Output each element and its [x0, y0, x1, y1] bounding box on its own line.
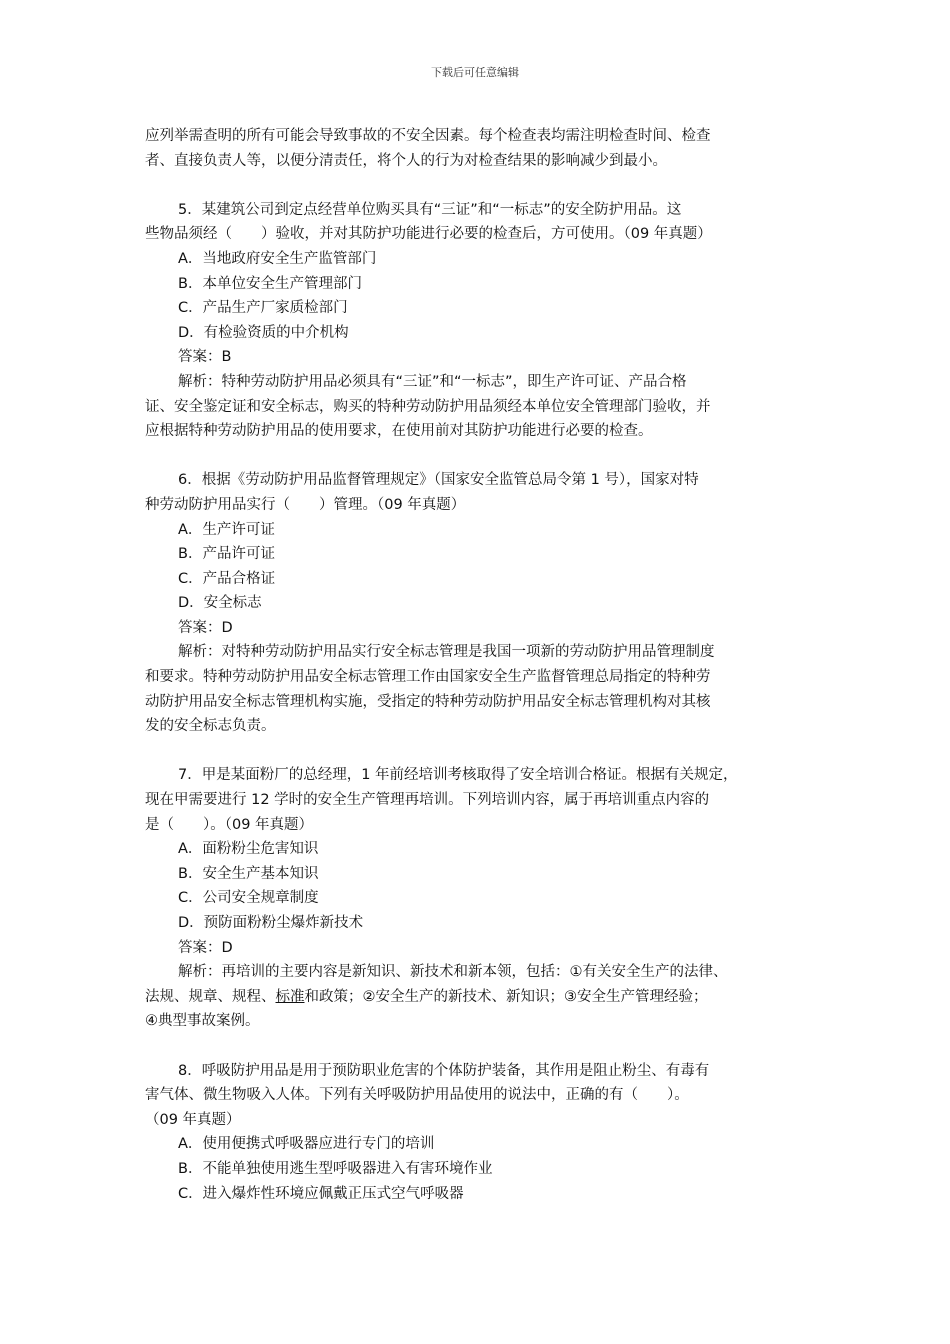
question-stem: 5．某建筑公司到定点经营单位购买具有“三证”和“一标志”的安全防护用品。这 — [178, 201, 682, 218]
intro-line: 者、直接负责人等，以便分清责任，将个人的行为对检查结果的影响减少到最小。 — [145, 152, 667, 169]
answer: 答案：B — [178, 349, 232, 366]
analysis-line: 应根据特种劳动防护用品的使用要求，在使用前对其防护功能进行必要的检查。 — [145, 423, 653, 440]
question-7 — [145, 763, 815, 1034]
standard-link[interactable]: 标准 — [275, 988, 305, 1005]
option-a: A．面粉粉尘危害知识 — [178, 841, 319, 858]
paragraph-gap — [145, 173, 815, 198]
question-8 — [145, 1059, 815, 1207]
option-c: C．产品生产厂家质检部门 — [178, 300, 348, 317]
analysis-line: 证、安全鉴定证和安全标志，购买的特种劳动防护用品须经本单位安全管理部门验收，并 — [145, 398, 711, 415]
answer: 答案：D — [178, 939, 233, 956]
option-d: D．安全标志 — [178, 595, 262, 612]
analysis-line: 解析：对特种劳动防护用品实行安全标志管理是我国一项新的劳动防护用品管理制度 — [178, 644, 715, 661]
page-header: 下载后可任意编辑 — [431, 66, 519, 79]
analysis-line: 动防护用品安全标志管理机构实施，受指定的特种劳动防护用品安全标志管理机构对其核 — [145, 693, 711, 710]
question-5 — [145, 198, 815, 444]
option-a: A．当地政府安全生产监管部门 — [178, 250, 377, 267]
analysis-line — [145, 985, 815, 1010]
option-c: C．产品合格证 — [178, 570, 276, 587]
paragraph-gap — [145, 444, 815, 469]
question-stem: 种劳动防护用品实行（ ）管理。（09 年真题） — [145, 496, 466, 513]
question-stem: 现在甲需要进行 12 学时的安全生产管理再培训。下列培训内容，属于再培训重点内容的 — [145, 792, 710, 809]
option-b: B．本单位安全生产管理部门 — [178, 275, 362, 292]
document-body — [145, 124, 815, 1206]
option-b: B．产品许可证 — [178, 546, 275, 563]
option-a: A．使用便携式呼吸器应进行专门的培训 — [178, 1136, 435, 1153]
answer: 答案：D — [178, 619, 233, 636]
option-d: D．有检验资质的中介机构 — [178, 324, 349, 341]
option-c: C．进入爆炸性环境应佩戴正压式空气呼吸器 — [178, 1185, 464, 1202]
question-stem: 7．甲是某面粉厂的总经理，1 年前经培训考核取得了安全培训合格证。根据有关规定， — [178, 767, 738, 784]
option-c: C．公司安全规章制度 — [178, 890, 319, 907]
analysis-text: 和政策；②安全生产的新技术、新知识；③安全生产管理经验； — [304, 988, 708, 1005]
question-stem: 是（ ）。（09 年真题） — [145, 816, 314, 833]
option-a: A．生产许可证 — [178, 521, 275, 538]
analysis-line: 和要求。特种劳动防护用品安全标志管理工作由国家安全生产监督管理总局指定的特种劳 — [145, 669, 711, 686]
analysis-line: 解析：再培训的主要内容是新知识、新技术和新本领，包括：①有关安全生产的法律、 — [178, 964, 728, 981]
analysis-text: 法规、规章、规程、 — [145, 988, 276, 1005]
question-stem: （09 年真题） — [145, 1111, 241, 1128]
analysis-line: 发的安全标志负责。 — [145, 718, 276, 735]
question-stem: 害气体、微生物吸入人体。下列有关呼吸防护用品使用的说法中，正确的有（ ）。 — [145, 1087, 689, 1104]
question-6 — [145, 468, 815, 739]
paragraph-gap — [145, 1034, 815, 1059]
question-stem: 些物品须经（ ）验收，并对其防护功能进行必要的检查后，方可使用。（09 年真题） — [145, 226, 712, 243]
analysis-line: ④典型事故案例。 — [145, 1013, 260, 1030]
option-d: D．预防面粉粉尘爆炸新技术 — [178, 915, 364, 931]
question-stem: 6．根据《劳动防护用品监督管理规定》（国家安全监管总局令第 1 号），国家对特 — [178, 472, 699, 489]
option-b: B．不能单独使用逃生型呼吸器进入有害环境作业 — [178, 1160, 493, 1177]
option-b: B．安全生产基本知识 — [178, 865, 319, 882]
paragraph-gap — [145, 739, 815, 764]
question-stem: 8．呼吸防护用品是用于预防职业危害的个体防护装备，其作用是阻止粉尘、有毒有 — [178, 1062, 710, 1079]
analysis-line: 解析：特种劳动防护用品必须具有“三证”和“一标志”，即生产许可证、产品合格 — [178, 373, 687, 390]
intro-line: 应列举需查明的所有可能会导致事故的不安全因素。每个检查表均需注明检查时间、检查 — [145, 128, 711, 144]
